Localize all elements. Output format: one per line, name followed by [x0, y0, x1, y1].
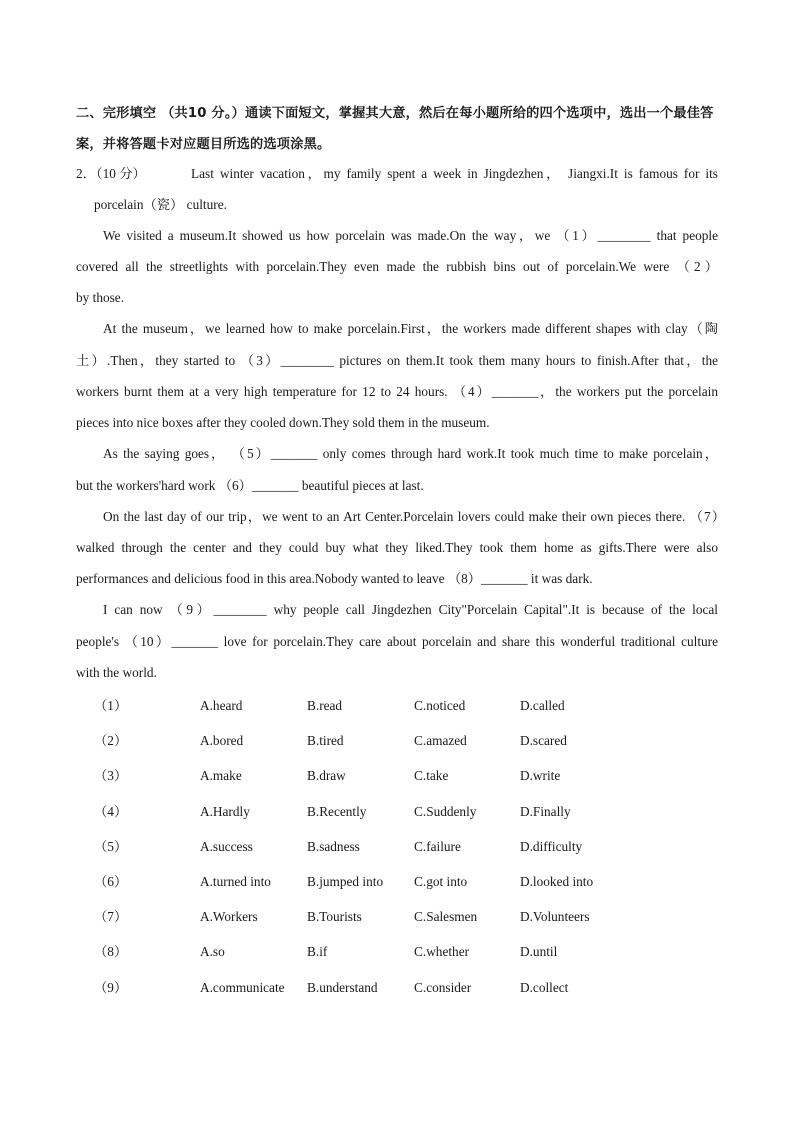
option-a: A.make	[200, 768, 242, 783]
option-b: B.sadness	[307, 839, 360, 854]
passage-line: but the workers'hard work （6）_______ beautiful pieces at last.	[76, 478, 424, 493]
option-number: （3）	[94, 768, 128, 783]
option-b: B.tired	[307, 733, 344, 748]
passage-line: I can now （9）________ why people call Jingdezhen City"Porcelain Capital".It is because of the local	[103, 602, 718, 617]
option-c: C.failure	[414, 839, 461, 854]
option-c: C.Salesmen	[414, 909, 478, 924]
option-c: C.consider	[414, 980, 472, 995]
option-a: A.turned into	[200, 874, 271, 889]
option-number: （5）	[94, 839, 128, 854]
option-d: D.until	[520, 944, 558, 959]
passage-line: Last winter vacation，my family spent a week in Jingdezhen， Jiangxi.It is famous for its	[191, 166, 718, 181]
option-c: C.noticed	[414, 698, 466, 713]
option-d: D.looked into	[520, 874, 594, 889]
passage-line: performances and delicious food in this area.Nobody wanted to leave （8）_______ it was dark.	[76, 571, 593, 586]
option-d: D.write	[520, 768, 561, 783]
option-a: A.communicate	[200, 980, 285, 995]
option-c: C.take	[414, 768, 449, 783]
option-c: C.amazed	[414, 733, 467, 748]
passage-line: pieces into nice boxes after they cooled down.They sold them in the museum.	[76, 415, 490, 430]
option-c: C.whether	[414, 944, 470, 959]
option-b: B.draw	[307, 768, 346, 783]
passage-line: At the museum，we learned how to make porcelain.First，the workers made different shapes with clay（陶	[103, 321, 718, 336]
option-c: C.Suddenly	[414, 804, 477, 819]
option-b: B.jumped into	[307, 874, 384, 889]
option-d: D.Volunteers	[520, 909, 590, 924]
option-number: （9）	[94, 980, 128, 995]
option-a: A.Workers	[200, 909, 258, 924]
option-number: （2）	[94, 733, 128, 748]
passage-line: 土）.Then，they started to （3）________ pictures on them.It took them many hours to finish.After that，the	[76, 353, 718, 368]
option-a: A.success	[200, 839, 253, 854]
passage-line: walked through the center and they could buy what they liked.They took them home as gifts.There were also	[76, 540, 718, 555]
option-d: D.difficulty	[520, 839, 583, 854]
option-number: （4）	[94, 804, 128, 819]
option-a: A.so	[200, 944, 225, 959]
section-title: 二、完形填空 （共10 分。）通读下面短文，掌握其大意，然后在每小题所给的四个选项中，选出一个最佳答案，并将答题卡对应题目所选的选项涂黑。	[76, 106, 714, 152]
question-number: 2．（10 分）	[76, 166, 146, 181]
option-b: B.if	[307, 944, 328, 959]
option-number: （7）	[94, 909, 128, 924]
passage-line: with the world.	[76, 665, 157, 680]
passage-line: We visited a museum.It showed us how porcelain was made.On the way，we （1）________ that people	[103, 228, 718, 243]
option-b: B.Recently	[307, 804, 367, 819]
passage-line: On the last day of our trip，we went to an Art Center.Porcelain lovers could make their own pieces there. （7）	[103, 509, 725, 524]
option-b: B.Tourists	[307, 909, 362, 924]
passage-line: porcelain（瓷） culture.	[94, 197, 227, 212]
option-number: （8）	[94, 944, 128, 959]
option-d: D.Finally	[520, 804, 571, 819]
option-b: B.read	[307, 698, 343, 713]
passage-line: As the saying goes， （5）_______ only comes through hard work.It took much time to make porcelain，	[103, 446, 718, 461]
option-a: A.bored	[200, 733, 244, 748]
passage-line: people's （10）_______ love for porcelain.They care about porcelain and share this wonderful traditional culture	[76, 634, 718, 649]
option-a: A.Hardly	[200, 804, 250, 819]
passage-line: by those.	[76, 290, 125, 305]
option-number: （1）	[94, 698, 128, 713]
option-d: D.scared	[520, 733, 567, 748]
passage-line: covered all the streetlights with porcelain.They even made the rubbish bins out of porcelain.We were （2）	[76, 259, 718, 274]
option-d: D.collect	[520, 980, 569, 995]
option-c: C.got into	[414, 874, 468, 889]
option-b: B.understand	[307, 980, 378, 995]
option-number: （6）	[94, 874, 128, 889]
option-d: D.called	[520, 698, 565, 713]
passage-line: workers burnt them at a very high temperature for 12 to 24 hours. （4）_______，the workers put the porcelain	[76, 384, 718, 399]
option-a: A.heard	[200, 698, 243, 713]
